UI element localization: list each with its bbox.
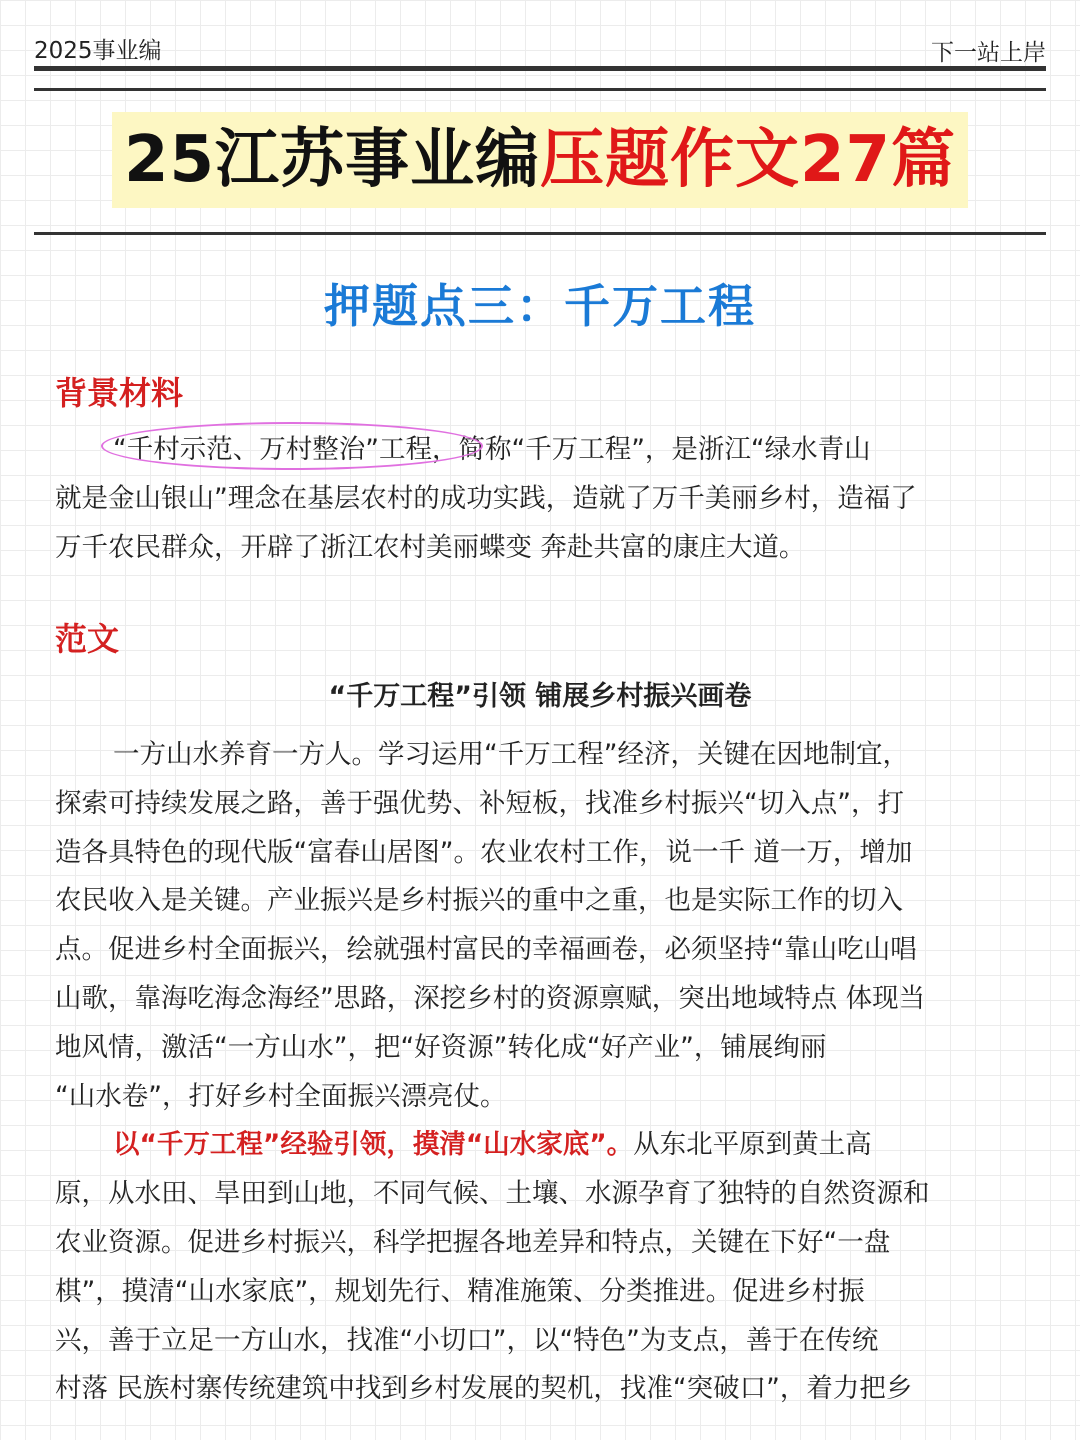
- top-bar: [34, 28, 1046, 64]
- essay-line: 原，从水田、旱田到山地，不同气候、土壤、水源孕育了独特的自然资源和: [55, 1178, 930, 1210]
- essay-line: “山水卷”，打好乡村全面振兴漂亮仗。: [55, 1080, 507, 1112]
- essay-line: 棋”，摸清“山水家底”，规划先行、精准施策、分类推进。促进乡村振: [55, 1275, 865, 1307]
- circled-text: “千村示范、万村整治”工程: [113, 434, 432, 465]
- background-line-rest: ，简称“千万工程”，是浙江“绿水青山: [431, 434, 871, 465]
- background-paragraph: [55, 426, 1025, 572]
- essay-line: 山歌，靠海吃海念海经”思路，深挖乡村的资源禀赋，突出地域特点 体现当: [55, 982, 926, 1014]
- essay-line: 农民收入是关键。产业振兴是乡村振兴的重中之重，也是实际工作的切入: [55, 885, 903, 917]
- essay-title: “千万工程”引领 铺展乡村振兴画卷: [328, 681, 752, 712]
- essay-line: 点。促进乡村全面振兴，绘就强村富民的幸福画卷，必须坚持“靠山吃山唱: [55, 934, 917, 966]
- page-title: [112, 112, 968, 208]
- essay-line: 兴，善于立足一方山水，找准“小切口”，以“特色”为支点，善于在传统: [55, 1324, 879, 1356]
- essay-line: 村落 民族村寨传统建筑中找到乡村发展的契机，找准“突破口”，着力把乡: [55, 1373, 913, 1405]
- hand-drawn-circle: [101, 422, 483, 470]
- essay-heading: 范文: [55, 620, 120, 658]
- title-divider: [34, 232, 1046, 235]
- header-divider-thick: [34, 66, 1046, 71]
- header-left-label: 2025事业编: [34, 38, 162, 64]
- title-black-part: 25江苏事业编: [123, 123, 540, 197]
- essay-line-rest: 从东北平原到黄土高: [633, 1129, 872, 1161]
- header-divider-thin: [34, 88, 1046, 91]
- highlighted-lead: 以“千万工程”经验引领，摸清“山水家底”。: [113, 1129, 634, 1161]
- essay-line: 地风情，激活“一方山水”，把“好资源”转化成“好产业”，铺展绚丽: [55, 1031, 827, 1063]
- title-red-part: 压题作文27篇: [540, 123, 957, 197]
- essay-paragraph-1: [55, 731, 1025, 1414]
- essay-line: 造各具特色的现代版“富春山居图”。农业农村工作，说一千 道一万，增加: [55, 836, 913, 868]
- background-line: 万千农民群众，开辟了浙江农村美丽蝶变 奔赴共富的康庄大道。: [55, 531, 806, 563]
- title-wrapper: [0, 112, 1080, 208]
- topic-subtitle: 押题点三：千万工程: [324, 279, 756, 333]
- background-line: [55, 426, 1025, 475]
- essay-line: 一方山水养育一方人。学习运用“千万工程”经济，关键在因地制宜，: [113, 739, 909, 770]
- background-line: 就是金山银山”理念在基层农村的成功实践，造就了万千美丽乡村，造福了: [55, 482, 917, 514]
- essay-line: 探索可持续发展之路，善于强优势、补短板，找准乡村振兴“切入点”，打: [55, 787, 904, 819]
- essay-line: [55, 1121, 1025, 1170]
- essay-line: 农业资源。促进乡村振兴，科学把握各地差异和特点，关键在下好“一盘: [55, 1226, 891, 1258]
- header-right-label: 下一站上岸: [931, 40, 1046, 66]
- background-heading: 背景材料: [55, 374, 184, 412]
- circled-phrase: [113, 426, 432, 475]
